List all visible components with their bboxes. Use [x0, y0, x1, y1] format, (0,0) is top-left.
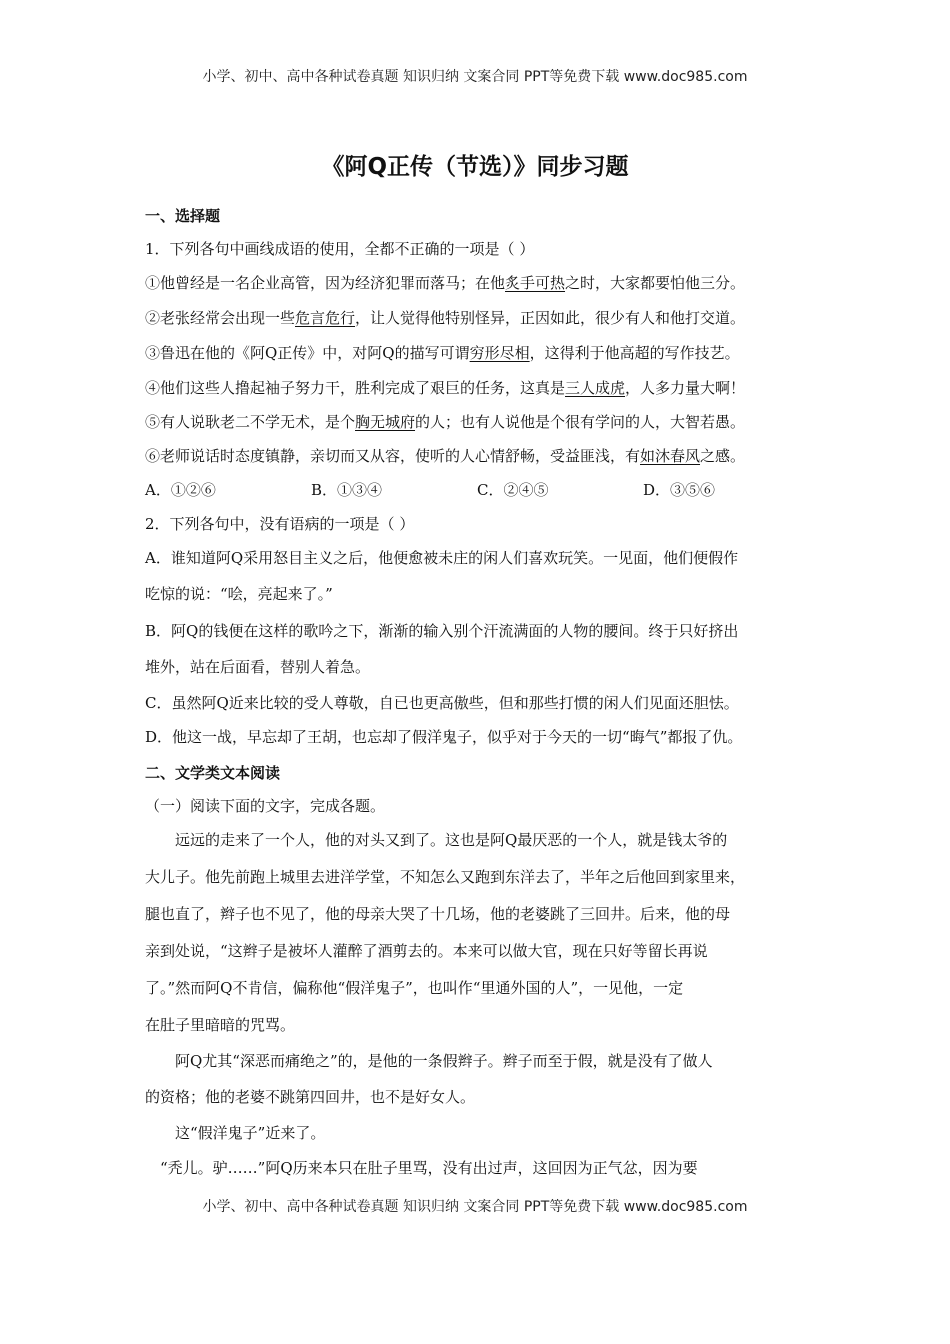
question-2-stem: 2．下列各句中，没有语病的一项是（ ）: [145, 515, 415, 533]
question-1-item-5: ⑤有人说耿老二不学无术，是个胸无城府的人；也有人说他是个很有学问的人，大智若愚。: [145, 413, 746, 431]
question-2-line: 堆外，站在后面看，替别人着急。: [145, 658, 371, 676]
underlined-idiom: 炙手可热: [505, 274, 566, 292]
section-heading-reading: 二、文学类文本阅读: [145, 764, 281, 782]
page-title: 《阿Q正传（节选）》同步习题: [321, 154, 629, 180]
passage-line: 阿Q尤其“深恶而痛绝之”的，是他的一条假辫子。辫子而至于假，就是没有了做人: [145, 1052, 713, 1070]
passage-line: 远远的走来了一个人，他的对头又到了。这也是阿Q最厌恶的一个人，就是钱太爷的: [145, 831, 728, 849]
question-1-item-1: ①他曾经是一名企业高管，因为经济犯罪而落马；在他炙手可热之时，大家都要怕他三分。: [145, 274, 746, 292]
question-2-line: C．虽然阿Q近来比较的受人尊敬，自已也更高傲些，但和那些打惯的闲人们见面还胆怯。: [145, 694, 739, 712]
passage-line: 了。”然而阿Q不肯信，偏称他“假洋鬼子”，也叫作“里通外国的人”，一见他，一定: [145, 979, 684, 997]
page-footer: 小学、初中、高中各种试卷真题 知识归纳 文案合同 PPT等免费下载 www.doc985.com: [202, 1199, 748, 1215]
question-1-item-6: ⑥老师说话时态度镇静，亲切而又从容，使听的人心情舒畅，受益匪浅，有如沐春风之感。: [145, 447, 746, 465]
question-2-line: B．阿Q的钱便在这样的歌吟之下，渐渐的输入别个汗流满面的人物的腰间。终于只好挤出: [145, 622, 739, 640]
underlined-idiom: 穷形尽相: [469, 344, 530, 362]
option-b: B．①③④: [311, 481, 383, 499]
passage-line: 亲到处说，“这辫子是被坏人灌醉了酒剪去的。本来可以做大官，现在只好等留长再说: [145, 942, 708, 960]
underlined-idiom: 胸无城府: [355, 413, 416, 431]
passage-line: 在肚子里暗暗的咒骂。: [145, 1016, 296, 1034]
option-a: A．①②⑥: [145, 481, 216, 499]
option-d: D．③⑤⑥: [643, 481, 716, 499]
passage-line: 的资格；他的老婆不跳第四回井，也不是好女人。: [145, 1088, 476, 1106]
underlined-idiom: 三人成虎: [565, 379, 626, 397]
underlined-idiom: 危言危行: [295, 309, 356, 327]
reading-instruction: （一）阅读下面的文字，完成各题。: [145, 797, 386, 815]
passage-line: 腿也直了，辫子也不见了，他的母亲大哭了十几场，他的老婆跳了三回井。后来，他的母: [145, 905, 731, 923]
question-1-options: [145, 479, 809, 500]
question-1-item-4: ④他们这些人撸起袖子努力干，胜利完成了艰巨的任务，这真是三人成虎，人多力量大啊！: [145, 379, 746, 397]
underlined-idiom: 如沐春风: [640, 447, 701, 465]
question-1-item-2: ②老张经常会出现一些危言危行，让人觉得他特别怪异，正因如此，很少有人和他打交道。: [145, 309, 746, 327]
question-2-line: D．他这一战，早忘却了王胡，也忘却了假洋鬼子，似乎对于今天的一切“晦气”都报了仇。: [145, 728, 743, 746]
option-c: C．②④⑤: [477, 481, 549, 499]
page-header: 小学、初中、高中各种试卷真题 知识归纳 文案合同 PPT等免费下载 www.doc985.com: [202, 69, 748, 85]
passage-line: “秃儿。驴……”阿Q历来本只在肚子里骂，没有出过声，这回因为正气忿，因为要: [145, 1159, 698, 1177]
question-2-line: 吃惊的说：“哙，亮起来了。”: [145, 585, 333, 603]
question-2-line: A．谁知道阿Q采用怒目主义之后，他便愈被未庄的闲人们喜欢玩笑。一见面，他们便假作: [145, 549, 739, 567]
question-1-stem: 1．下列各句中画线成语的使用，全都不正确的一项是（ ）: [145, 240, 535, 258]
question-1-item-3: ③鲁迅在他的《阿Q正传》中，对阿Q的描写可谓穷形尽相，这得利于他高超的写作技艺。: [145, 344, 740, 362]
section-heading-choice: 一、选择题: [145, 207, 221, 225]
passage-line: 大儿子。他先前跑上城里去进洋学堂，不知怎么又跑到东洋去了，半年之后他回到家里来，: [145, 868, 746, 886]
passage-line: 这“假洋鬼子”近来了。: [145, 1124, 326, 1142]
